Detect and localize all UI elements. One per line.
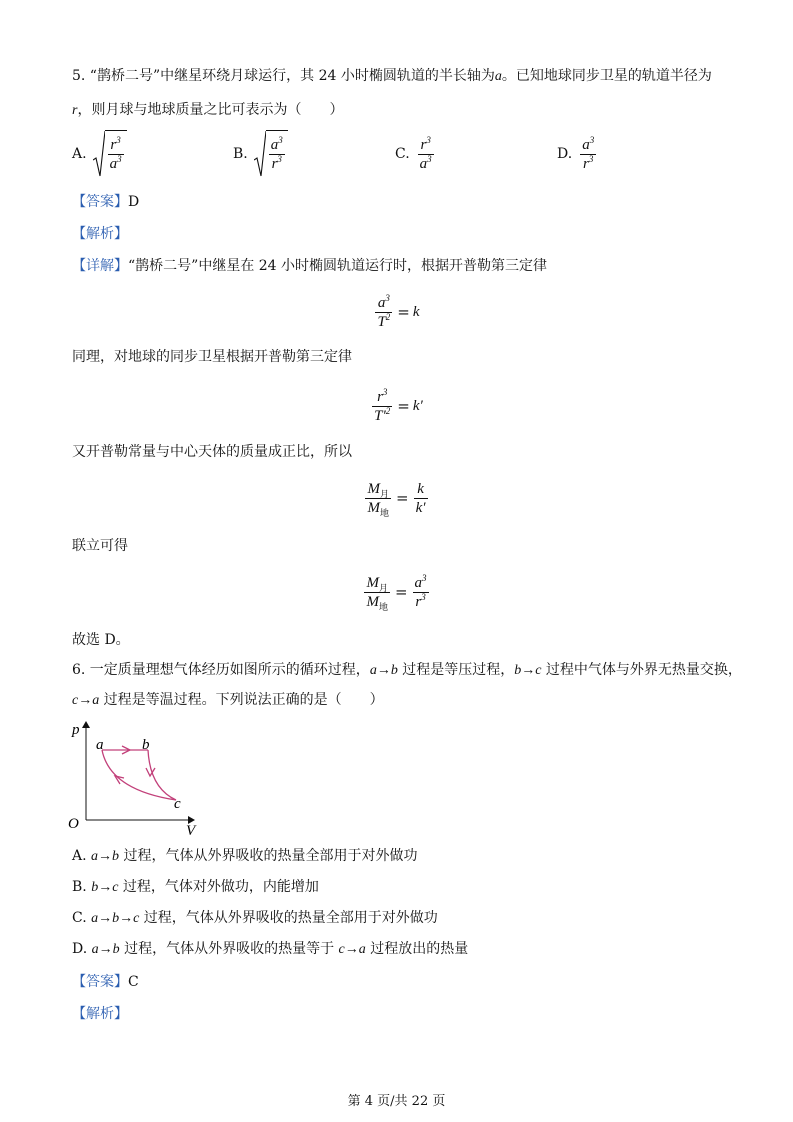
p-axis-label: p (72, 722, 80, 738)
option-label: B. (233, 146, 248, 162)
q5-answer (72, 192, 139, 212)
q5-analysis-tag: 【解析】 (72, 226, 128, 242)
sqrt-radical (93, 130, 127, 178)
sqrt-radical (254, 130, 288, 178)
q6-option-c[interactable]: C. a→b→c 过程，气体从外界吸收的热量全部用于对外做功 (72, 910, 438, 926)
q5-option-a[interactable] (72, 128, 127, 180)
q5-detail (72, 256, 547, 276)
answer-value: C (128, 974, 139, 990)
q5-stem-line1 (72, 66, 712, 87)
point-c-label: c (174, 796, 181, 812)
q5-option-d[interactable] (557, 128, 598, 180)
formula-kepler-moon: $\frac{a^3}{T^2}$ = k (377, 292, 420, 330)
option-label: C. (395, 146, 410, 162)
q6-option-a[interactable]: A. a→b 过程，气体从外界吸收的热量全部用于对外做功 (72, 848, 418, 864)
q5-option-c[interactable] (395, 128, 436, 180)
fraction: $\frac{a^3}{r^3}$ (582, 134, 595, 172)
q6-option-d[interactable]: D. a→b 过程，气体从外界吸收的热量等于 c→a 过程放出的热量 (72, 941, 469, 957)
formula-kepler-earth: $\frac{r^3}{T'^2}$ = k′ (374, 386, 423, 424)
option-label: D. (557, 146, 573, 162)
q5-stem-text2: ，则月球与地球质量之比可表示为（ ） (77, 102, 344, 118)
q6-analysis-tag: 【解析】 (72, 1006, 128, 1022)
q5-choose-text: 故选 D。 (72, 632, 130, 648)
process-bc (148, 750, 176, 800)
formula-mass-ratio-k: $\frac{M_月}{M_地}$ = $\frac{k}{k'}$ (367, 480, 426, 518)
q5-stem-line2 (72, 100, 343, 121)
fraction: $\frac{r^3}{a^3}$ (109, 135, 122, 172)
answer-value: D (128, 194, 140, 210)
detail-tag: 【详解】 (72, 258, 128, 274)
q5-option-b[interactable] (233, 128, 288, 180)
q6-stem-line1: 6. 一定质量理想气体经历如图所示的循环过程，a→b 过程是等压过程，b→c 过程中气体与外界无热量交换， (72, 662, 742, 678)
point-b-label: b (142, 737, 150, 753)
q5-var-r: r (72, 103, 78, 118)
q6-option-b[interactable]: B. b→c 过程，气体对外做功，内能增加 (72, 879, 319, 895)
q5-combine-text: 联立可得 (72, 538, 128, 554)
q5-same-text: 同理，对地球的同步卫星根据开普勒第三定律 (72, 349, 352, 365)
q6-stem-line2: c→a 过程是等温过程。下列说法正确的是（ ） (72, 692, 384, 708)
fraction: $\frac{r^3}{a^3}$ (419, 134, 432, 172)
fraction: $\frac{a^3}{r^3}$ (270, 135, 283, 172)
detail-text: “鹊桥二号”中继星在 24 小时椭圆轨道运行时，根据开普勒第三定律 (128, 258, 548, 274)
arrow-ca-icon (115, 776, 124, 784)
q5-stem-text: 5. “鹊桥二号”中继星环绕月球运行，其 24 小时椭圆轨道的半长轴为 (72, 68, 495, 84)
q5-prop-text: 又开普勒常量与中心天体的质量成正比，所以 (72, 444, 352, 460)
formula-mass-ratio-result: $\frac{M_月}{M_地}$ = $\frac{a^3}{r^3}$ (366, 572, 427, 612)
pv-cycle-diagram (64, 714, 204, 838)
option-label: A. (72, 146, 87, 162)
q5-var-a: a (494, 69, 502, 84)
q5-stem-text-end: 。已知地球同步卫星的轨道半径为 (501, 68, 712, 84)
page-footer: 第 4 页/共 22 页 (347, 1094, 446, 1109)
origin-label: O (68, 816, 79, 832)
point-a-label: a (96, 737, 104, 753)
answer-tag: 【答案】 (72, 974, 128, 990)
answer-tag: 【答案】 (72, 194, 128, 210)
q6-answer (72, 972, 139, 992)
v-axis-label: V (186, 823, 196, 838)
